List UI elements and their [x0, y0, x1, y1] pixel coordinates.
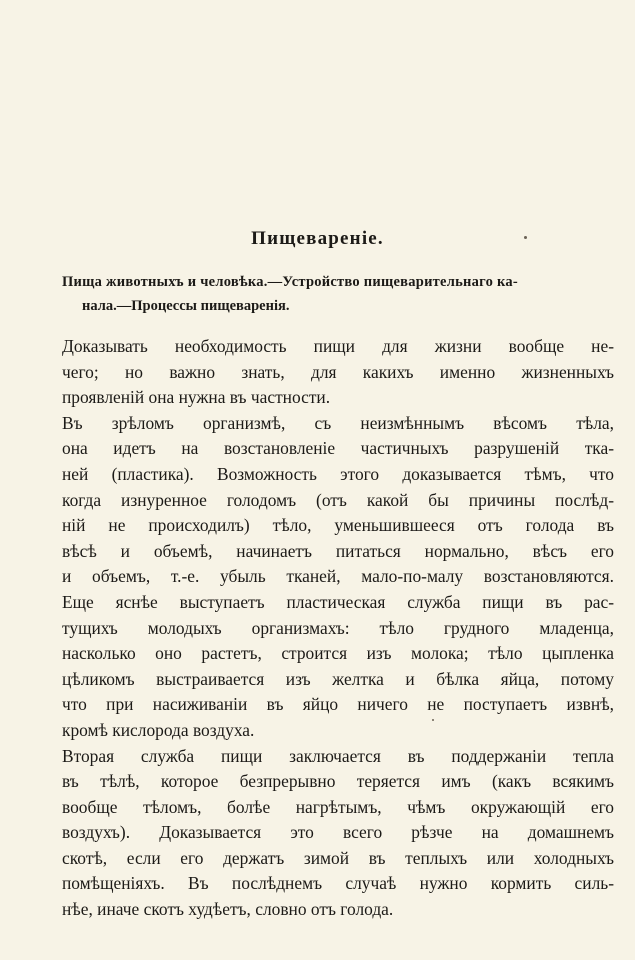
- text-line: кромѣ кислорода воздуха.: [62, 719, 255, 740]
- text-line: насколько оно растетъ, строится изъ молока; тѣло цыпленка: [62, 643, 614, 664]
- summary-line: Пища животныхъ и человѣка.—Устройство пищеварительнаго ка-: [62, 274, 518, 290]
- text-line: проявленій она нужна въ частности.: [62, 387, 331, 408]
- text-line: вѣсѣ и объемѣ, начинаетъ питаться нормально, вѣсъ его: [62, 540, 614, 561]
- text-line: воздухъ). Доказывается это всего рѣзче на домашнемъ: [62, 822, 614, 843]
- paper-speck: [524, 236, 527, 239]
- text-line: она идетъ на возстановленіе частичныхъ разрушеній тка-: [62, 438, 614, 459]
- text-line: ній не происходилъ) тѣло, уменьшившееся отъ голода въ: [62, 515, 614, 536]
- text-line: Доказывать необходимость пищи для жизни вообще не-: [62, 336, 614, 356]
- text-line: ней (пластика). Возможность этого доказывается тѣмъ, что: [62, 463, 614, 484]
- text-line: тущихъ молодыхъ организмахъ: тѣло грудного младенца,: [62, 617, 614, 638]
- text-line: чего; но важно знать, для какихъ именно жизненныхъ: [62, 361, 614, 382]
- text-line: цѣликомъ выстраивается изъ желтка и бѣлка яйца, потому: [62, 668, 614, 689]
- summary-line: нала.—Процессы пищеваренія.: [82, 298, 290, 314]
- text-line: въ тѣлѣ, которое безпрерывно теряется имъ (какъ всякимъ: [62, 771, 614, 792]
- chapter-summary: [62, 270, 602, 318]
- text-line: Вторая служба пищи заключается въ поддержаніи тепла: [62, 745, 614, 766]
- text-line: когда изнуренное голодомъ (отъ какой бы причины послѣд-: [62, 489, 614, 510]
- text-line: помѣщеніяхъ. Въ послѣднемъ случаѣ нужно кормить силь-: [62, 873, 614, 894]
- text-line: Въ зрѣломъ организмѣ, съ неизмѣннымъ вѣсомъ тѣла,: [62, 412, 614, 433]
- text-line: и объемъ, т.-е. убыль тканей, мало-по-малу возстановляются.: [62, 566, 614, 587]
- text-line: скотѣ, если его держатъ зимой въ теплыхъ или холодныхъ: [62, 847, 614, 868]
- text-line: Еще яснѣе выступаетъ пластическая служба пищи въ рас-: [62, 591, 614, 612]
- chapter-title: Пищевареніе.: [251, 228, 384, 249]
- text-line: что при насиживаніи въ яйцо ничего не поступаетъ извнѣ,: [62, 694, 614, 715]
- text-line: вообще тѣломъ, болѣе нагрѣтымъ, чѣмъ окружающій его: [62, 796, 614, 817]
- paper-speck: [432, 719, 434, 721]
- body-text: [62, 334, 614, 923]
- text-line: нѣе, иначе скотъ худѣетъ, словно отъ голода.: [62, 899, 394, 920]
